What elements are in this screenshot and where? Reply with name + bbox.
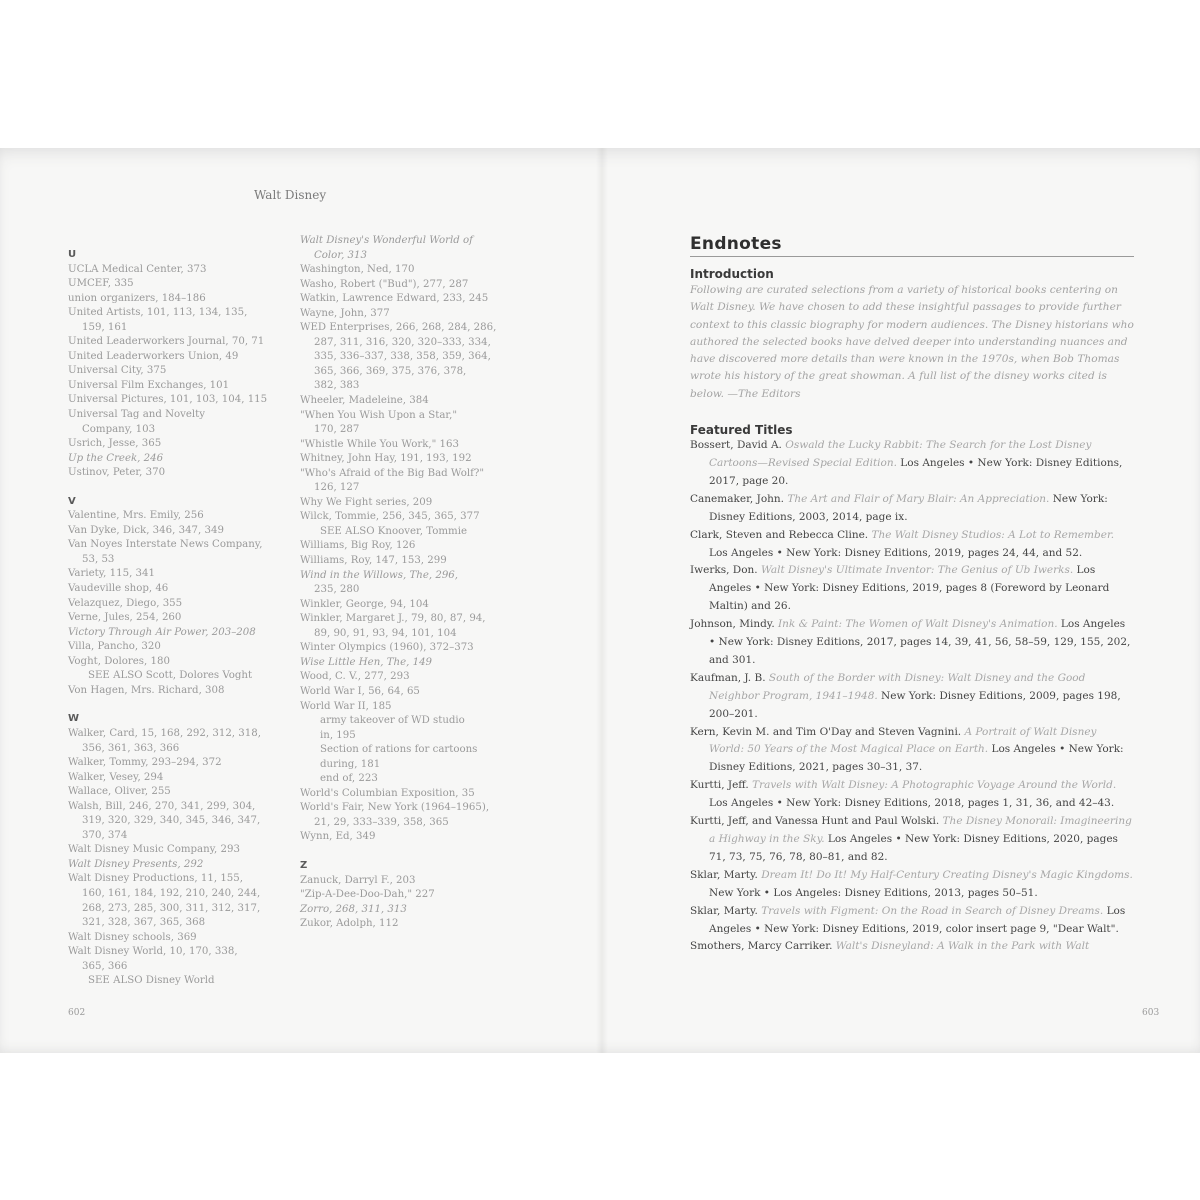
index-entry: Wallace, Oliver, 255 xyxy=(68,786,171,798)
index-entry: union organizers, 184–186 xyxy=(68,292,206,304)
citation-text: Los Angeles • New York: Disney Editions, 2020, pages 71, 73, 75, 76, 78, 80–81, and 82. xyxy=(709,833,1118,863)
index-entry: Walt Disney Productions, 11, 155, xyxy=(68,873,244,885)
index-entry: UMCEF, 335 xyxy=(68,278,134,290)
index-entry: Washington, Ned, 170 xyxy=(300,264,415,276)
index-entry: Zukor, Adolph, 112 xyxy=(300,918,399,930)
index-subentry: SEE ALSO Disney World xyxy=(88,975,215,987)
bibliography-entry xyxy=(690,616,1134,670)
index-entry: UCLA Medical Center, 373 xyxy=(68,263,207,275)
index-entry: Winkler, Margaret J., 79, 80, 87, 94, xyxy=(300,613,486,625)
book-title: Walt's Disneyland: A Walk in the Park with Walt xyxy=(835,940,1090,953)
book-spread xyxy=(0,148,1200,1053)
citation-text: Sklar, Marty. xyxy=(690,904,762,917)
index-entry-continuation: 321, 328, 367, 365, 368 xyxy=(82,917,206,929)
index-subentry: end of, 223 xyxy=(320,773,378,785)
citation-text: Kern, Kevin M. and Tim O'Day and Steven Vagnini. xyxy=(690,725,965,738)
index-entry: Washo, Robert ("Bud"), 277, 287 xyxy=(300,278,469,290)
index-entry: Walt Disney's Wonderful World of xyxy=(300,235,473,246)
index-entry-continuation: 365, 366, 369, 375, 376, 378, xyxy=(314,365,467,377)
index-subentry: during, 181 xyxy=(320,758,381,770)
index-entry: Walt Disney schools, 369 xyxy=(68,931,197,943)
citation-text: Iwerks, Don. xyxy=(690,564,761,577)
index-entry: Zorro, 268, 311, 313 xyxy=(300,903,407,915)
index-entry: Wind in the Willows, The, 296, xyxy=(300,569,459,581)
index-entry: Walker, Vesey, 294 xyxy=(68,771,164,783)
index-entry: Wayne, John, 377 xyxy=(300,307,390,319)
index-entry: Whitney, John Hay, 191, 193, 192 xyxy=(300,453,472,465)
introduction-heading: Introduction xyxy=(690,267,774,281)
index-subentry: SEE ALSO Scott, Dolores Voght xyxy=(88,670,253,682)
index-subentry: SEE ALSO Knoover, Tommie xyxy=(320,525,467,537)
index-entry: Velazquez, Diego, 355 xyxy=(68,597,183,609)
index-entry: Victory Through Air Power, 203–208 xyxy=(68,626,256,638)
index-entry: United Leaderworkers Journal, 70, 71 xyxy=(68,336,265,348)
citation-text: Los Angeles • New York: Disney Editions, 2021, pages 30–31, 37. xyxy=(709,743,1124,774)
index-entry: Variety, 115, 341 xyxy=(68,568,155,580)
index-entry: Universal Tag and Novelty xyxy=(68,409,206,421)
index-entry: Villa, Pancho, 320 xyxy=(68,641,161,653)
index-entry-continuation: 365, 366 xyxy=(82,960,128,972)
index-column-2 xyxy=(300,234,526,932)
index-entry: Van Dyke, Dick, 346, 347, 349 xyxy=(68,524,224,536)
bibliography-entry xyxy=(690,777,1134,813)
index-entry: Ustinov, Peter, 370 xyxy=(68,467,166,479)
index-entry: Walt Disney World, 10, 170, 338, xyxy=(68,946,238,958)
index-entry: Verne, Jules, 254, 260 xyxy=(68,612,182,624)
index-entry-continuation: 159, 161 xyxy=(82,321,128,333)
index-entry-continuation: Company, 103 xyxy=(82,423,156,435)
index-entry: Universal Pictures, 101, 103, 104, 115 xyxy=(68,394,268,406)
index-entry: Vaudeville shop, 46 xyxy=(68,583,169,595)
citation-text: Sklar, Marty. xyxy=(690,868,762,881)
index-entry: "When You Wish Upon a Star," xyxy=(300,409,458,421)
bibliography-entry xyxy=(690,903,1134,939)
index-entry: Usrich, Jesse, 365 xyxy=(68,438,162,450)
book-title: South of the Border with Disney: Walt Disney and the Good Neighbor Program, 1941–1948. xyxy=(709,671,1086,702)
book-title: Travels with Walt Disney: A Photographic Voyage Around the World. xyxy=(752,779,1117,792)
citation-text: Kurtti, Jeff, and Vanessa Hunt and Paul Wolski. xyxy=(690,815,943,828)
book-title: The Disney Monorail: Imagineering a Highway in the Sky. xyxy=(709,815,1132,846)
index-entry: Walker, Tommy, 293–294, 372 xyxy=(68,757,222,769)
bibliography-list xyxy=(690,437,1134,956)
index-entry: Universal Film Exchanges, 101 xyxy=(68,379,230,391)
index-entry: World War II, 185 xyxy=(300,700,392,712)
index-letter-heading: U xyxy=(68,249,77,260)
index-entry-continuation: 170, 287 xyxy=(314,424,360,436)
citation-text: Kurtti, Jeff. xyxy=(690,779,753,792)
index-entry: Zanuck, Darryl F., 203 xyxy=(300,874,416,886)
citation-text: Los Angeles • New York: Disney Editions, 2017, pages 14, 39, 41, 56, 58–59, 129, 155, 202, and 301. xyxy=(709,618,1131,666)
bibliography-entry xyxy=(690,724,1134,778)
index-entry: "Whistle While You Work," 163 xyxy=(300,438,459,450)
book-title: The Walt Disney Studios: A Lot to Remember. xyxy=(871,528,1115,541)
citation-text: Los Angeles • New York: Disney Editions, 2019, pages 24, 44, and 52. xyxy=(709,546,1083,559)
bibliography-entry xyxy=(690,670,1134,724)
citation-text: New York: Disney Editions, 2003, 2014, page ix. xyxy=(709,492,1108,523)
citation-text: Kaufman, J. B. xyxy=(690,671,769,684)
index-entry: Walt Disney Music Company, 293 xyxy=(68,844,240,856)
index-entry: Wood, C. V., 277, 293 xyxy=(300,671,410,683)
index-letter-heading: V xyxy=(68,495,76,507)
index-entry: Voght, Dolores, 180 xyxy=(68,655,170,667)
bibliography-entry xyxy=(690,437,1134,491)
index-column-1 xyxy=(68,248,294,989)
index-entry: Why We Fight series, 209 xyxy=(300,496,433,508)
citation-text: Los Angeles • New York: Disney Editions, 2018, pages 1, 31, 36, and 42–43. xyxy=(709,797,1115,810)
index-entry: Van Noyes Interstate News Company, xyxy=(68,539,263,551)
running-head: Walt Disney xyxy=(254,188,327,202)
citation-text: Bossert, David A. xyxy=(690,439,786,452)
index-entry: Universal City, 375 xyxy=(68,365,167,377)
bibliography-entry xyxy=(690,527,1134,563)
index-entry: United Artists, 101, 113, 134, 135, xyxy=(68,307,248,319)
index-entry: Watkin, Lawrence Edward, 233, 245 xyxy=(300,293,489,305)
index-entry-continuation: 126, 127 xyxy=(314,482,360,494)
citation-text: Canemaker, John. xyxy=(690,492,788,505)
book-title: Walt Disney's Ultimate Inventor: The Genius of Ub Iwerks. xyxy=(760,564,1074,577)
endnotes-title: Endnotes xyxy=(690,234,1134,257)
index-letter-heading: W xyxy=(68,713,80,725)
index-entry-continuation: 335, 336–337, 338, 358, 359, 364, xyxy=(314,351,491,363)
index-entry-continuation: 382, 383 xyxy=(314,380,360,392)
index-entry: United Leaderworkers Union, 49 xyxy=(68,350,239,362)
index-entry-continuation: 356, 361, 363, 366 xyxy=(82,742,180,754)
index-letter-heading: Z xyxy=(300,859,308,871)
index-entry: Walsh, Bill, 246, 270, 341, 299, 304, xyxy=(68,800,256,812)
index-entry-continuation: 53, 53 xyxy=(82,553,115,565)
index-entry-continuation: 89, 90, 91, 93, 94, 101, 104 xyxy=(314,627,457,639)
bibliography-entry xyxy=(690,867,1134,903)
index-entry: Williams, Roy, 147, 153, 299 xyxy=(300,555,447,567)
book-title: Dream It! Do It! My Half-Century Creating Disney's Magic Kingdoms. xyxy=(761,868,1133,881)
index-entry: Winter Olympics (1960), 372–373 xyxy=(300,642,474,654)
book-title: Travels with Figment: On the Road in Search of Disney Dreams. xyxy=(761,904,1104,917)
index-entry: Up the Creek, 246 xyxy=(68,452,164,464)
index-entry-continuation: 160, 161, 184, 192, 210, 240, 244, xyxy=(82,887,261,899)
index-entry: WED Enterprises, 266, 268, 284, 286, xyxy=(300,322,497,334)
index-entry: Walt Disney Presents, 292 xyxy=(68,858,204,870)
index-entry: Williams, Big Roy, 126 xyxy=(300,540,416,552)
index-entry: Wheeler, Madeleine, 384 xyxy=(300,395,429,407)
introduction-text: Following are curated selections from a variety of historical books centering on Walt Disney. We have chosen to add these insightful passages to provide further context to this classic biography for modern audiences. The Disney historians who authored the selected books have delved deeper into understanding nuances and have discovered more details than were known in the 1970s, when Bob Thomas wrote his history of the great showman. A full list of the disney works cited is below. —The Editors xyxy=(690,284,1134,400)
index-entry: World War I, 56, 64, 65 xyxy=(300,685,420,697)
citation-text: New York: Disney Editions, 2009, pages 198, 200–201. xyxy=(709,689,1121,720)
citation-text: Johnson, Mindy. xyxy=(690,618,779,631)
index-entry: Wilck, Tommie, 256, 345, 365, 377 xyxy=(300,511,480,523)
citation-text: Smothers, Marcy Carriker. xyxy=(690,940,836,953)
bibliography-entry xyxy=(690,938,1134,956)
citation-text: Los Angeles • New York: Disney Editions, 2019, color insert page 9, "Dear Walt". xyxy=(709,904,1126,935)
index-entry: "Zip-A-Dee-Doo-Dah," 227 xyxy=(300,889,435,901)
index-entry: Wise Little Hen, The, 149 xyxy=(300,656,433,668)
citation-text: Los Angeles • New York: Disney Editions, 2019, pages 8 (Foreword by Leonard Maltin) and 26. xyxy=(709,564,1110,613)
index-subentry: in, 195 xyxy=(320,729,356,741)
index-entry-continuation: Color, 313 xyxy=(314,249,367,261)
index-entry: Wynn, Ed, 349 xyxy=(300,831,376,843)
index-subentry: army takeover of WD studio xyxy=(320,715,465,727)
index-entry-continuation: 235, 280 xyxy=(314,584,360,596)
endnotes-page xyxy=(690,234,1134,956)
citation-text: Los Angeles • New York: Disney Editions, 2017, page 20. xyxy=(709,456,1123,487)
book-title: The Art and Flair of Mary Blair: An Appreciation. xyxy=(787,492,1050,505)
index-entry: Von Hagen, Mrs. Richard, 308 xyxy=(68,684,225,696)
index-subentry: Section of rations for cartoons xyxy=(320,744,478,756)
book-title: A Portrait of Walt Disney World: 50 Years of the Most Magical Place on Earth. xyxy=(709,725,1097,756)
bibliography-entry xyxy=(690,562,1134,616)
citation-text: New York • Los Angeles: Disney Editions, 2013, pages 50–51. xyxy=(709,886,1038,899)
index-entry-continuation: 21, 29, 333–339, 358, 365 xyxy=(314,816,449,828)
index-entry-continuation: 287, 311, 316, 320, 320–333, 334, xyxy=(314,336,491,348)
page-number-left: 602 xyxy=(68,1008,86,1018)
index-entry-continuation: 319, 320, 329, 340, 345, 346, 347, xyxy=(82,815,261,827)
bibliography-entry xyxy=(690,813,1134,867)
index-entry: "Who's Afraid of the Big Bad Wolf?" xyxy=(300,467,485,479)
featured-titles-heading: Featured Titles xyxy=(690,423,793,438)
index-entry-continuation: 268, 273, 285, 300, 311, 312, 317, xyxy=(82,902,261,914)
index-entry: World's Fair, New York (1964–1965), xyxy=(300,802,490,814)
index-entry: Winkler, George, 94, 104 xyxy=(300,598,429,610)
index-entry: Walker, Card, 15, 168, 292, 312, 318, xyxy=(68,727,261,739)
page-number-right: 603 xyxy=(1142,1008,1160,1018)
book-spine xyxy=(596,148,608,1053)
index-entry-continuation: 370, 374 xyxy=(82,829,128,841)
bibliography-entry xyxy=(690,491,1134,527)
book-title: Oswald the Lucky Rabbit: The Search for the Lost Disney Cartoons—Revised Special Edition. xyxy=(709,439,1092,469)
index-entry: World's Columbian Exposition, 35 xyxy=(300,787,475,799)
citation-text: Clark, Steven and Rebecca Cline. xyxy=(690,528,872,541)
book-title: Ink & Paint: The Women of Walt Disney's Animation. xyxy=(778,618,1058,631)
index-entry: Valentine, Mrs. Emily, 256 xyxy=(68,510,204,522)
